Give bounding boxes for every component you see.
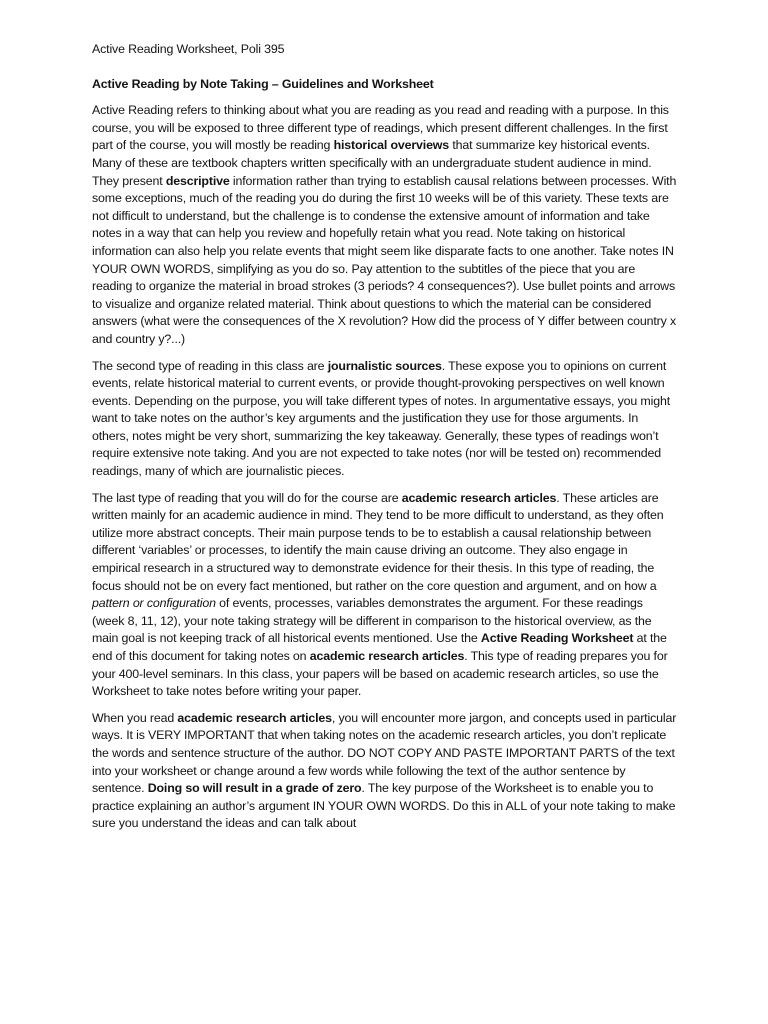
text-run-bold: Active Reading Worksheet	[480, 631, 634, 646]
text-run: When you read	[92, 710, 178, 725]
text-run: The last type of reading that you will do for the course are	[92, 490, 402, 505]
text-run: of events, processes, variables demonstrates the argument. For these readings (week 8, 11, 12), your note taking strategy will be different in comparison to the historical overview, as the main goal is not keeping track of all historical events mentioned. Use the	[92, 596, 652, 646]
paragraph-journalistic-sources	[92, 358, 678, 481]
paragraph-historical-overviews	[92, 102, 678, 348]
text-run-bold: academic research articles	[309, 649, 465, 663]
text-run: The second type of reading in this class are	[92, 358, 328, 373]
text-run-bold: journalistic sources	[327, 358, 442, 373]
document-title: Active Reading by Note Taking – Guidelines and Worksheet	[92, 76, 434, 91]
text-run: . These articles are written mainly for an academic audience in mind. They tend to be more difficult to understand, as they often utilize more abstract concepts. Their main purpose tends to be to establish a causal relationship between different ‘variables’ or processes, to identify the main cause driving an outcome. They also engage in empirical research in a structured way to demonstrate evidence for their thesis. In this type of reading, the focus should not be on every fact mentioned, but rather on the core question and argument, and on how a	[92, 490, 664, 593]
text-run: at the end of this document for taking notes on	[92, 631, 667, 663]
text-run: , you will encounter more jargon, and concepts used in particular ways. It is VERY IMPORTANT that when taking notes on the academic research articles, you don’t replicate the words and sentence structure of the author. DO NOT COPY AND PASTE IMPORTANT PARTS of the text into your worksheet or change around a few words while following the text of the author sentence by sentence.	[92, 710, 677, 796]
text-run-bold: descriptive	[165, 173, 230, 188]
text-run-bold: academic research articles	[177, 710, 332, 725]
paragraph-own-words-warning	[92, 710, 678, 833]
text-run: Active Reading refers to thinking about what you are reading as you read and reading with a purpose. In this course, you will be exposed to three different type of readings, which present different challenges. In the first part of the course, you will mostly be reading	[92, 103, 669, 153]
document-header: Active Reading Worksheet, Poli 395	[92, 42, 285, 56]
paragraph-academic-research-articles	[92, 490, 678, 701]
text-run: . The key purpose of the Worksheet is to enable you to practice explaining an author’s argument IN YOUR OWN WORDS. Do this in ALL of your note taking to make sure you understand the ideas and can talk about	[92, 781, 676, 831]
text-run: information rather than trying to establish causal relations between processes. With some exceptions, much of the reading you do during the first 10 weeks will be of this variety. These texts are not difficult to understand, but the challenge is to condense the extensive amount of information and take notes in a way that can help you review and hopefully retain what you read. Note taking on historical information can also help you relate events that might seem like disparate facts to one another. Take notes IN YOUR OWN WORDS, simplifying as you do so. Pay attention to the subtitles of the piece that you are reading to organize the material in broad strokes (3 periods? 4 consequences?). Use bullet points and arrows to visualize and organize related material. Think about questions to which the material can be considered answers (what were the consequences of the X revolution? How did the process of Y differ between country x and country y?...)	[92, 173, 677, 346]
document-body	[92, 41, 678, 842]
text-run-italic: pattern or configuration	[92, 596, 216, 611]
text-run-bold: Doing so will result in a grade of zero	[147, 781, 362, 796]
text-run: . This type of reading prepares you for your 400-level seminars. In this class, your papers will be based on academic research articles, so use the Worksheet to take notes before writing your paper.	[92, 649, 668, 699]
text-run-bold: historical overviews	[333, 138, 450, 153]
text-run: . These expose you to opinions on current events, relate historical material to current events, or provide thought-provoking perspectives on well known events. Depending on the purpose, you will take different types of notes. In argumentative essays, you might want to take notes on the author’s key arguments and the justification they use for those arguments. In others, notes might be very short, summarizing the key takeaway. Generally, these types of readings won’t require extensive note taking. And you are not expected to take notes (nor will be tested on) recommended readings, many of which are journalistic pieces.	[92, 358, 670, 479]
text-run: that summarize key historical events. Many of these are textbook chapters written specifically with an undergraduate student audience in mind. They present	[92, 138, 652, 188]
text-run-bold: academic research articles	[401, 490, 557, 505]
